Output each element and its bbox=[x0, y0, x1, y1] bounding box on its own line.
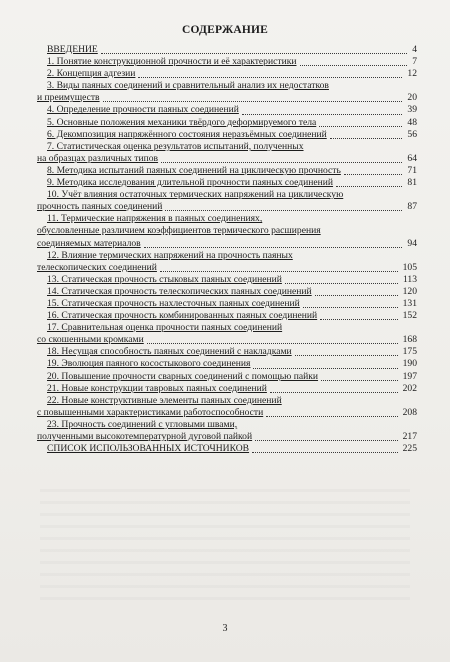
toc-entry-title: полученными высокотемпературной дуговой пайкой bbox=[37, 431, 253, 442]
toc-entry bbox=[37, 262, 417, 274]
toc-entry-title: СПИСОК ИСПОЛЬЗОВАННЫХ ИСТОЧНИКОВ bbox=[47, 443, 250, 455]
toc-entry bbox=[37, 419, 417, 431]
toc-entry-page: 105 bbox=[402, 261, 417, 273]
toc-entry bbox=[37, 383, 417, 395]
toc-entry-title: 1. Понятие конструкционной прочности и её характеристики bbox=[47, 56, 297, 68]
toc-entry-title: 8. Методика испытаний паяных соединений на циклическую прочность bbox=[47, 164, 341, 176]
toc-entry-page: 81 bbox=[407, 177, 417, 189]
toc-entry-title: 20. Повышение прочности сварных соединений с помощью пайки bbox=[47, 370, 319, 382]
toc-entry-page: 197 bbox=[402, 370, 417, 382]
toc-entry-page: 202 bbox=[402, 382, 417, 394]
toc-dot-leader bbox=[344, 174, 403, 175]
toc-entry-page: 71 bbox=[407, 164, 417, 176]
toc-entry bbox=[37, 407, 417, 419]
toc-dot-leader bbox=[253, 368, 397, 369]
toc-dot-leader bbox=[303, 307, 398, 308]
toc-entry-title: 10. Учёт влияния остаточных термических напряжений на циклическую bbox=[47, 189, 344, 201]
toc-dot-leader bbox=[320, 319, 397, 320]
toc-entry-page: 120 bbox=[402, 285, 417, 297]
toc-dot-leader bbox=[165, 210, 402, 211]
toc-entry bbox=[37, 141, 417, 153]
page-number: 3 bbox=[222, 623, 228, 634]
toc-entry-title: со скошенными кромками bbox=[37, 334, 144, 346]
toc-entry bbox=[37, 298, 417, 310]
toc-entry bbox=[37, 201, 417, 213]
toc-entry bbox=[37, 213, 417, 225]
toc-dot-leader bbox=[161, 162, 402, 163]
toc-dot-leader bbox=[138, 77, 402, 78]
toc-dot-leader bbox=[242, 114, 403, 115]
toc-entry-title: 14. Статическая прочность телескопических паяных соединений bbox=[47, 285, 312, 297]
toc-entry-title: 23. Прочность соединений с угловыми швами, bbox=[47, 418, 238, 430]
toc-dot-leader bbox=[160, 271, 398, 272]
toc-entry bbox=[37, 346, 417, 358]
page-title: СОДЕРЖАНИЕ bbox=[181, 24, 269, 36]
toc-entry-page: 208 bbox=[402, 406, 417, 418]
toc-entry-title: 22. Новые конструктивные элементы паяных соединений bbox=[47, 394, 282, 406]
toc-entry-page: 64 bbox=[407, 152, 417, 164]
toc-entry-title: 21. Новые конструкции тавровых паяных соединений bbox=[47, 382, 267, 394]
toc-entry-page: 94 bbox=[407, 237, 417, 249]
toc-entry bbox=[37, 68, 417, 80]
toc-entry-page: 217 bbox=[402, 431, 417, 442]
toc-entry-page: 20 bbox=[407, 92, 417, 104]
toc-entry-title: 7. Статистическая оценка результатов испытаний, полученных bbox=[47, 140, 304, 152]
toc-dot-leader bbox=[315, 295, 398, 296]
toc-dot-leader bbox=[147, 343, 398, 344]
toc-entry-page: 87 bbox=[407, 201, 417, 213]
toc-entry-title: 2. Концепция адгезии bbox=[47, 68, 136, 80]
toc-entry-page: 4 bbox=[412, 44, 417, 55]
toc-entry-title: ВВЕДЕНИЕ bbox=[47, 44, 98, 55]
toc-dot-leader bbox=[319, 126, 402, 127]
toc-entry bbox=[37, 153, 417, 165]
toc-entry-title: 18. Несущая способность паяных соединений с накладками bbox=[47, 346, 292, 358]
toc-entry-page: 7 bbox=[412, 56, 417, 68]
toc-entry bbox=[37, 80, 417, 92]
toc-dot-leader bbox=[295, 355, 398, 356]
toc-dot-leader bbox=[336, 186, 402, 187]
toc-entry-title: 13. Статическая прочность стыковых паяных соединений bbox=[47, 273, 282, 285]
toc-entry-page: 175 bbox=[402, 346, 417, 358]
toc-entry bbox=[37, 371, 417, 383]
toc-entry-title: 4. Определение прочности паяных соединений bbox=[47, 104, 239, 116]
toc-dot-leader bbox=[252, 452, 398, 453]
toc-entry bbox=[37, 177, 417, 189]
toc-entry-title: телескопических соединений bbox=[37, 261, 157, 273]
toc-entry bbox=[37, 358, 417, 370]
toc-entry bbox=[37, 274, 417, 286]
toc-entry-title: и преимуществ bbox=[37, 92, 100, 104]
toc-entry-title: соединяемых материалов bbox=[37, 237, 141, 249]
table-of-contents bbox=[37, 44, 417, 455]
toc-entry-page: 131 bbox=[402, 297, 417, 309]
toc-entry-title: 17. Сравнительная оценка прочности паяных соединений bbox=[47, 322, 283, 334]
toc-entry-page: 152 bbox=[402, 310, 417, 322]
toc-entry bbox=[37, 286, 417, 298]
toc-entry-page: 225 bbox=[402, 443, 417, 455]
toc-dot-leader bbox=[321, 380, 398, 381]
toc-entry bbox=[37, 165, 417, 177]
toc-dot-leader bbox=[103, 101, 403, 102]
toc-entry-title: 12. Влияние термических напряжений на прочность паяных bbox=[47, 249, 293, 261]
toc-entry bbox=[37, 443, 417, 455]
toc-entry-title: прочность паяных соединений bbox=[37, 201, 163, 213]
toc-entry-title: 5. Основные положения механики твёрдого деформируемого тела bbox=[47, 116, 317, 128]
toc-entry bbox=[37, 238, 417, 250]
toc-entry-title: 3. Виды паяных соединений и сравнительный анализ их недостатков bbox=[47, 80, 329, 92]
toc-entry-title: 11. Термические напряжения в паяных соединениях, bbox=[47, 213, 263, 225]
toc-entry bbox=[37, 104, 417, 116]
toc-entry-title: 6. Декомпозиция напряжённого состояния неразъёмных соединений bbox=[47, 128, 327, 140]
toc-dot-leader bbox=[101, 53, 407, 54]
toc-entry bbox=[37, 129, 417, 141]
toc-entry-title: с повышенными характеристиками работоспособности bbox=[37, 406, 264, 418]
toc-entry bbox=[37, 310, 417, 322]
toc-entry bbox=[37, 117, 417, 129]
toc-dot-leader bbox=[144, 247, 403, 248]
toc-dot-leader bbox=[285, 283, 398, 284]
toc-dot-leader bbox=[300, 65, 408, 66]
toc-entry bbox=[37, 431, 417, 443]
toc-dot-leader bbox=[266, 416, 397, 417]
toc-entry bbox=[37, 56, 417, 68]
toc-entry-title: 15. Статическая прочность нахлесточных паяных соединений bbox=[47, 297, 300, 309]
toc-entry bbox=[37, 92, 417, 104]
toc-dot-leader bbox=[255, 440, 398, 441]
toc-entry bbox=[37, 395, 417, 407]
toc-entry bbox=[37, 250, 417, 262]
toc-entry-page: 168 bbox=[402, 334, 417, 346]
toc-entry-title: 9. Методика исследования длительной прочности паяных соединений bbox=[47, 177, 334, 189]
toc-entry-page: 48 bbox=[407, 116, 417, 128]
toc-entry-page: 39 bbox=[407, 104, 417, 116]
toc-entry bbox=[37, 44, 417, 56]
toc-entry-title: обусловленные различием коэффициентов термического расширения bbox=[37, 225, 321, 237]
toc-entry-page: 56 bbox=[407, 128, 417, 140]
toc-entry-page: 113 bbox=[402, 273, 417, 285]
toc-entry bbox=[37, 225, 417, 237]
toc-entry-page: 190 bbox=[402, 358, 417, 370]
toc-entry-page: 12 bbox=[407, 68, 417, 80]
toc-dot-leader bbox=[330, 138, 403, 139]
toc-entry-title: на образцах различных типов bbox=[37, 152, 159, 164]
toc-entry bbox=[37, 322, 417, 334]
toc-entry bbox=[37, 189, 417, 201]
toc-entry-title: 19. Эволюция паяного косостыкового соединения bbox=[47, 358, 251, 370]
toc-entry-title: 16. Статическая прочность комбинированных паяных соединений bbox=[47, 310, 318, 322]
toc-entry bbox=[37, 334, 417, 346]
toc-dot-leader bbox=[270, 392, 398, 393]
show-through-text bbox=[40, 480, 410, 600]
